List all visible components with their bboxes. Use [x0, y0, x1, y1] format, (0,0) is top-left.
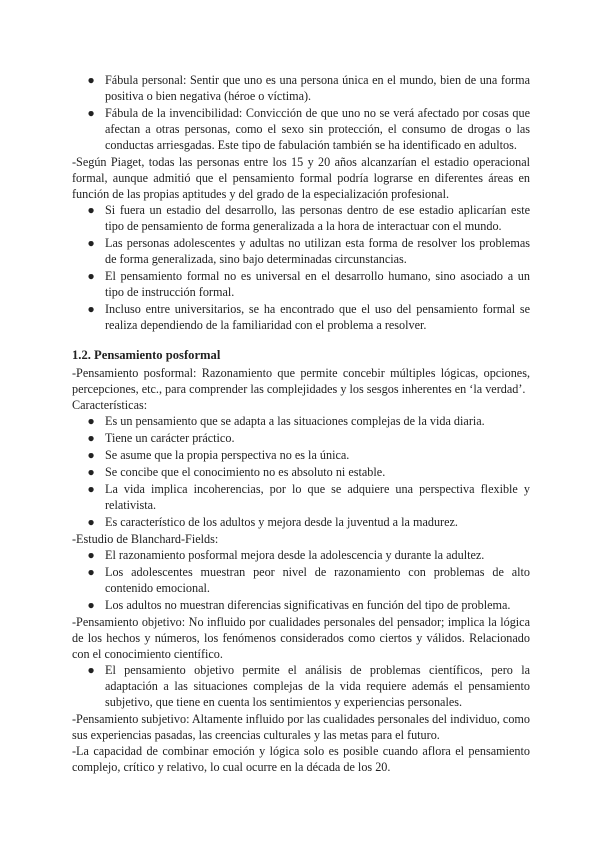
list-item	[72, 547, 530, 563]
list-item-text: La vida implica incoherencias, por lo que se adquiere una perspectiva flexible y relativista.	[105, 482, 530, 512]
list-item-text: El pensamiento formal no es universal en el desarrollo humano, sino asociado a un tipo de instrucción formal.	[105, 269, 530, 299]
list-item-text: Los adultos no muestran diferencias significativas en función del tipo de problema.	[105, 598, 511, 612]
document-page	[72, 72, 530, 775]
bullet-list	[72, 72, 530, 153]
list-item-text: Las personas adolescentes y adultas no utilizan esta forma de resolver los problemas de forma generalizada, sino bajo determinadas circunstancias.	[105, 236, 530, 266]
paragraph: -Estudio de Blanchard-Fields:	[72, 532, 219, 546]
paragraph: -La capacidad de combinar emoción y lógica solo es posible cuando aflora el pensamiento complejo, crítico y relativo, lo cual ocurre en la década de los 20.	[72, 744, 530, 774]
bullet-icon: ●	[87, 515, 95, 529]
paragraph: -Pensamiento posformal: Razonamiento que permite concebir múltiples lógicas, opciones, percepciones, etc., para comprender las complejidades y los sesgos inherentes en ‘la verdad’.	[72, 366, 530, 396]
list-item	[72, 105, 530, 153]
bullet-list	[72, 202, 530, 333]
section-heading: 1.2. Pensamiento posformal	[72, 348, 221, 362]
bullet-icon: ●	[87, 302, 95, 316]
list-item	[72, 235, 530, 267]
list-item-text: Los adolescentes muestran peor nivel de razonamiento con problemas de alto contenido emocional.	[105, 565, 530, 595]
list-item-text: Es un pensamiento que se adapta a las situaciones complejas de la vida diaria.	[105, 414, 485, 428]
bullet-icon: ●	[87, 269, 95, 283]
bullet-icon: ●	[87, 663, 95, 677]
list-item-text: Se concibe que el conocimiento no es absoluto ni estable.	[105, 465, 386, 479]
list-item-text: Se asume que la propia perspectiva no es la única.	[105, 448, 350, 462]
paragraph: -Pensamiento subjetivo: Altamente influido por las cualidades personales del individuo, como sus experiencias pasadas, las creencias culturales y las metas para el futuro.	[72, 712, 530, 742]
paragraph: -Pensamiento objetivo: No influido por cualidades personales del pensador; implica la lógica de los hechos y números, los fenómenos considerados como ciertos y válidos. Relacionado con el conocimiento científico.	[72, 615, 530, 661]
bullet-list	[72, 413, 530, 530]
bullet-icon: ●	[87, 565, 95, 579]
list-item-text: Es característico de los adultos y mejora desde la juventud a la madurez.	[105, 515, 458, 529]
bullet-icon: ●	[87, 106, 95, 120]
bullet-icon: ●	[87, 465, 95, 479]
bullet-icon: ●	[87, 548, 95, 562]
list-item	[72, 662, 530, 710]
bullet-icon: ●	[87, 448, 95, 462]
list-item-text: Fábula personal: Sentir que uno es una persona única en el mundo, bien de una forma positiva o bien negativa (héroe o víctima).	[105, 73, 530, 103]
bullet-list	[72, 547, 530, 613]
list-item	[72, 202, 530, 234]
bullet-icon: ●	[87, 414, 95, 428]
paragraph: -Según Piaget, todas las personas entre los 15 y 20 años alcanzarían el estadio operacional formal, aunque admitió que el pensamiento formal podría lograrse en diferentes áreas en función de las propias aptitudes y del grado de la especialización profesional.	[72, 155, 530, 201]
list-item-text: Fábula de la invencibilidad: Convicción de que uno no se verá afectado por cosas que afectan a otras personas, como el sexo sin protección, el consumo de drogas o las conductas arriesgadas. Este tipo de fabulación también se ha identificado en adultos.	[105, 106, 530, 152]
bullet-icon: ●	[87, 73, 95, 87]
list-item	[72, 597, 530, 613]
bullet-icon: ●	[87, 236, 95, 250]
list-item	[72, 413, 530, 429]
list-item-text: Incluso entre universitarios, se ha encontrado que el uso del pensamiento formal se realiza dependiendo de la familiaridad con el problema a resolver.	[105, 302, 530, 332]
list-item	[72, 301, 530, 333]
bullet-icon: ●	[87, 482, 95, 496]
list-item	[72, 564, 530, 596]
list-item	[72, 481, 530, 513]
list-item	[72, 447, 530, 463]
bullet-icon: ●	[87, 598, 95, 612]
list-item	[72, 72, 530, 104]
bullet-list	[72, 662, 530, 710]
list-item	[72, 514, 530, 530]
bullet-icon: ●	[87, 203, 95, 217]
list-item	[72, 464, 530, 480]
list-item-text: El pensamiento objetivo permite el análisis de problemas científicos, pero la adaptación a las situaciones complejas de la vida requiere además el pensamiento subjetivo, que tiene en cuenta los sentimientos y experiencias personales.	[105, 663, 530, 709]
list-item	[72, 430, 530, 446]
list-item	[72, 268, 530, 300]
bullet-icon: ●	[87, 431, 95, 445]
list-item-text: El razonamiento posformal mejora desde la adolescencia y durante la adultez.	[105, 548, 485, 562]
paragraph: Características:	[72, 398, 148, 412]
list-item-text: Si fuera un estadio del desarrollo, las personas dentro de ese estadio aplicarían este tipo de pensamiento de forma generalizada a la hora de interactuar con el mundo.	[105, 203, 530, 233]
list-item-text: Tiene un carácter práctico.	[105, 431, 235, 445]
